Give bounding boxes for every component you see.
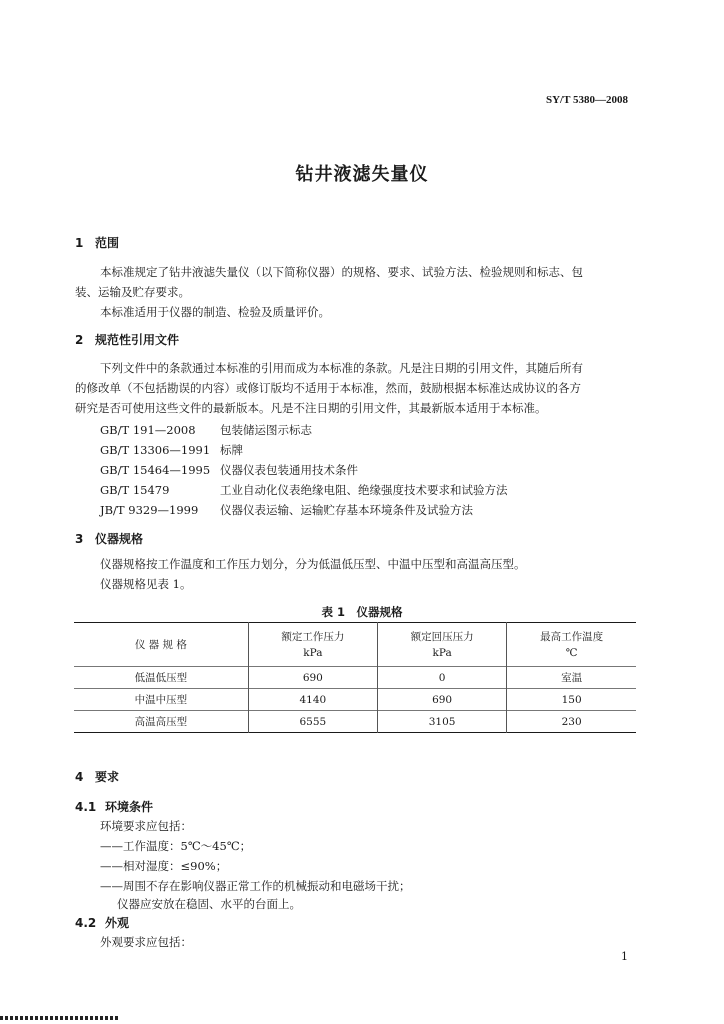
- reference-item: [100, 482, 508, 498]
- list-item: ——周围不存在影响仪器正常工作的机械振动和电磁场干扰；: [100, 879, 411, 893]
- paragraph: 外观要求应包括：: [100, 935, 192, 949]
- subsection-4-2-heading: [75, 914, 129, 931]
- table-cell: 3105: [377, 711, 506, 733]
- paragraph: 仪器应安放在稳固、水平的台面上。: [117, 897, 301, 911]
- section-number: 4.2: [75, 916, 97, 930]
- subsection-4-1-heading: [75, 798, 153, 815]
- reference-code: GB/T 13306—1991: [100, 443, 211, 457]
- paragraph: 的修改单（不包括勘误的内容）或修订版均不适用于本标准，然而，鼓励根据本标准达成协议的各方: [75, 381, 581, 395]
- section-title: 范围: [95, 236, 120, 250]
- paragraph: 仪器规格按工作温度和工作压力划分，分为低温低压型、中温中压型和高温高压型。: [100, 557, 526, 571]
- table-header-cell: 额定回压压力 kPa: [377, 623, 506, 667]
- reference-title: 工业自动化仪表绝缘电阻、绝缘强度技术要求和试验方法: [220, 483, 508, 497]
- reference-item: [100, 462, 358, 478]
- reference-title: 仪器仪表运输、运输贮存基本环境条件及试验方法: [220, 503, 473, 517]
- table-cell: 室温: [507, 667, 636, 689]
- section-title: 要求: [95, 770, 120, 784]
- table-cell: 690: [248, 667, 377, 689]
- section-number: 4.1: [75, 800, 97, 814]
- paragraph: 研究是否可使用这些文件的最新版本。凡是不注日期的引用文件，其最新版本适用于本标准。: [75, 401, 547, 415]
- section-number: 2: [75, 333, 84, 347]
- section-2-heading: [75, 331, 179, 348]
- spec-table: [74, 622, 636, 733]
- table-header-cell: 最高工作温度 ℃: [507, 623, 636, 667]
- table-cell: 低温低压型: [74, 667, 248, 689]
- section-title: 环境条件: [105, 800, 154, 814]
- section-1-heading: [75, 234, 119, 251]
- reference-code: JB/T 9329—1999: [100, 503, 199, 517]
- paragraph: 本标准适用于仪器的制造、检验及质量评价。: [100, 305, 330, 319]
- paragraph: 本标准规定了钻井液滤失量仪（以下简称仪器）的规格、要求、试验方法、检验规则和标志、包: [100, 265, 583, 279]
- reference-code: GB/T 15464—1995: [100, 463, 211, 477]
- reference-code: GB/T 191—2008: [100, 423, 196, 437]
- table-cell: 6555: [248, 711, 377, 733]
- reference-title: 标牌: [220, 443, 243, 457]
- table-cell: 150: [507, 689, 636, 711]
- table-cell: 4140: [248, 689, 377, 711]
- table-cell: 230: [507, 711, 636, 733]
- table-header-cell: 仪 器 规 格: [74, 623, 248, 667]
- page-title: 钻井液滤失量仪: [295, 164, 429, 185]
- table-cell: 0: [377, 667, 506, 689]
- reference-item: [100, 422, 312, 438]
- page-number: 1: [621, 950, 628, 963]
- reference-item: [100, 442, 243, 458]
- standard-code: SY/T 5380—2008: [545, 94, 628, 106]
- table-cell: 高温高压型: [74, 711, 248, 733]
- section-3-heading: [75, 530, 143, 547]
- table-header-cell: 额定工作压力 kPa: [248, 623, 377, 667]
- reference-title: 仪器仪表包装通用技术条件: [220, 463, 358, 477]
- reference-title: 包装储运图示标志: [220, 423, 312, 437]
- section-number: 1: [75, 236, 84, 250]
- scan-artifact: [0, 1016, 120, 1020]
- section-number: 3: [75, 532, 84, 546]
- section-title: 规范性引用文件: [95, 333, 180, 347]
- reference-code: GB/T 15479: [100, 483, 170, 497]
- section-number: 4: [75, 770, 84, 784]
- table-row: [74, 711, 636, 733]
- paragraph: 装、运输及贮存要求。: [75, 285, 190, 299]
- section-title: 外观: [105, 916, 130, 930]
- paragraph: 仪器规格见表 1。: [100, 577, 192, 591]
- reference-item: [100, 502, 473, 518]
- list-item: ——工作温度：5℃～45℃；: [100, 839, 252, 853]
- paragraph: 环境要求应包括：: [100, 819, 192, 833]
- table-header-row: [74, 623, 636, 667]
- table-cell: 690: [377, 689, 506, 711]
- table-row: [74, 689, 636, 711]
- table-row: [74, 667, 636, 689]
- table-cell: 中温中压型: [74, 689, 248, 711]
- list-item: ——相对湿度：≤90%；: [100, 859, 228, 873]
- table-caption: 表 1 仪器规格: [321, 605, 403, 619]
- section-title: 仪器规格: [95, 532, 144, 546]
- paragraph: 下列文件中的条款通过本标准的引用而成为本标准的条款。凡是注日期的引用文件，其随后所有: [100, 361, 583, 375]
- section-4-heading: [75, 768, 119, 785]
